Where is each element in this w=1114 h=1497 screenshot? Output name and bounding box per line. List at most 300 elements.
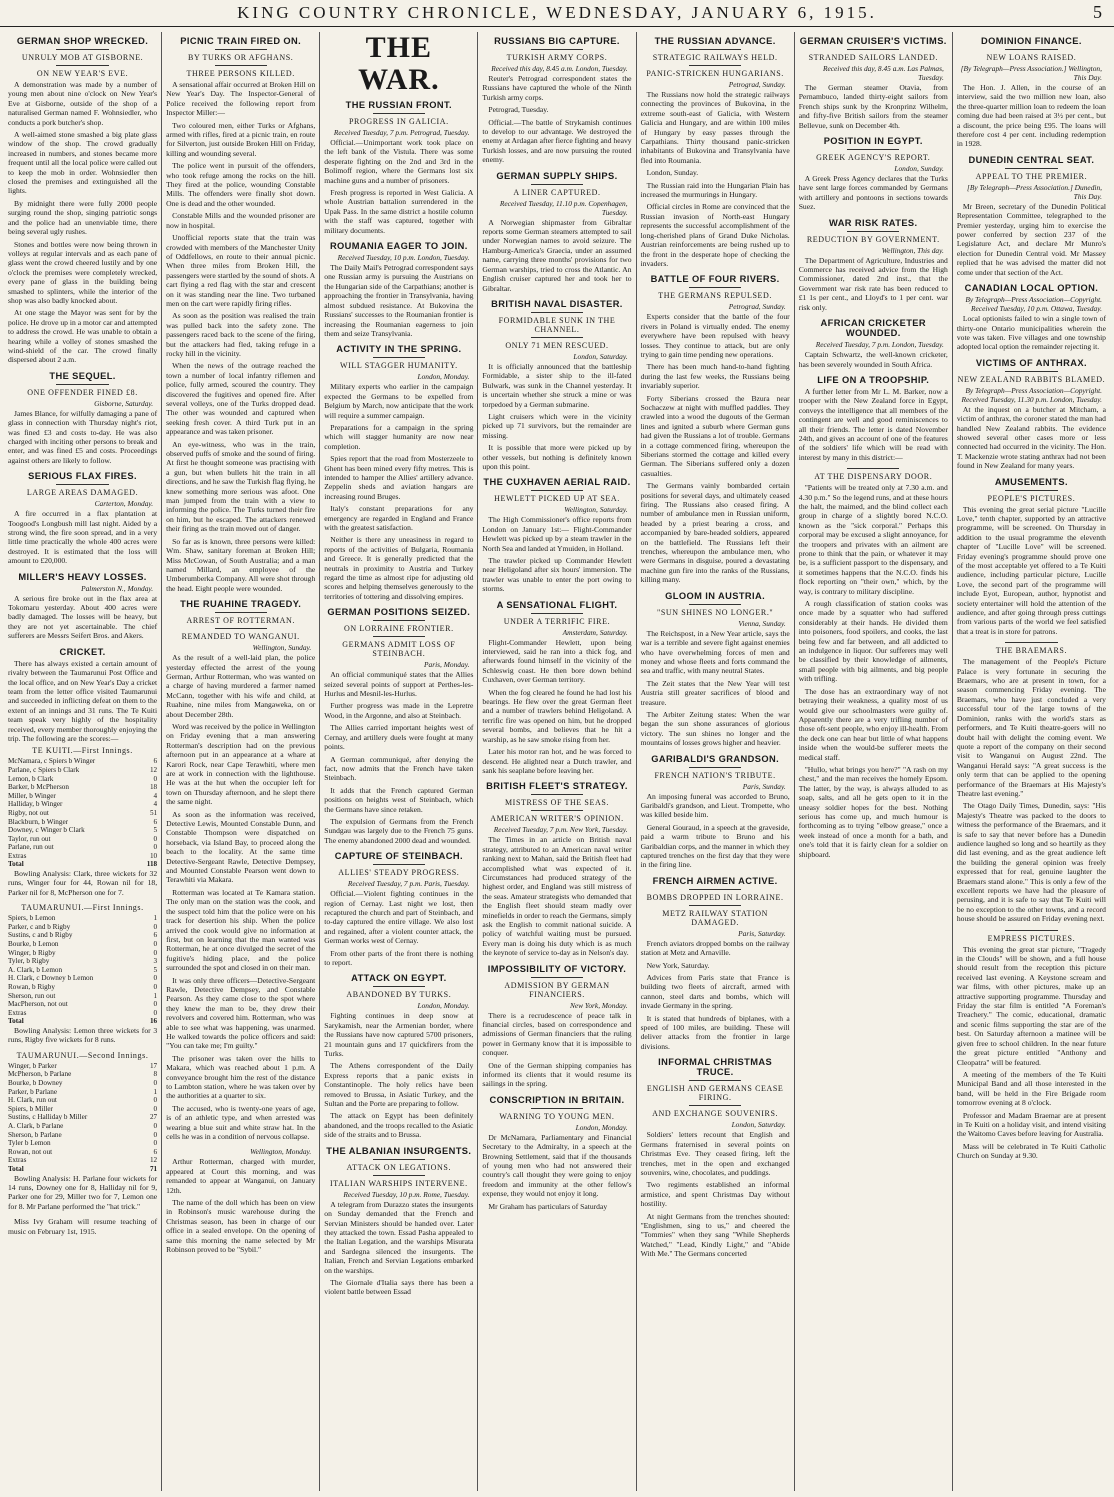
paragraph: The prisoner was taken over the hills to Makara, which was reached about 1 p.m. A conveyance brought him the rest of the distance to Lambton station, where he was taken over by the authorities at a quarter to six. (166, 1053, 316, 1101)
divider-rule (847, 49, 899, 50)
scorecard-row (8, 1088, 157, 1097)
paragraph: The Times in an article on British naval strategy, attributed to an American naval writer ranking next to Mahan, said the British fleet had accomplished what was expected of it. Circumstances had produced strategy of the highest order, and England was still mistress of the seas. Amateur strategists who demanded that the English fleet should steam madly over minefields in order to reach the Germans, simply ask the English to commit national suicide. A policy of watchful waiting must be pursued. Every man is doing his duty which is as much the keynote of service to-day as in Nelson's day. (482, 835, 632, 958)
divider-rule (373, 636, 425, 637)
paragraph: When the news of the outrage reached the town a number of local infantry riflemen and police, fully armed, scoured the country. They discovered the fugitives and opened fire. After several volleys, one of the Turks dropped dead. The other was wounded and captured when seeking fresh cover. A third Turk put in an appearance and was taken prisoner. (166, 361, 316, 437)
scorecard-row (8, 1131, 157, 1140)
article (482, 299, 631, 471)
batsman-runs: 10 (149, 851, 158, 860)
paragraph: The attack on Egypt has been definitely abandoned, and the troops recalled to the Asiatic side of the straits and to Brussa. (324, 1111, 474, 1140)
paragraph: Mr Graham has particulars of Saturday (488, 1201, 608, 1211)
paragraph: "Patients will be treated only at 7.30 a.m. and 4.30 p.m." So the legend runs, and at these hours the halt, the maimed, and the blind collect each group in charge of a slightly bored N.C.O. known as the "sick corporal." Perhaps this corporal may be excused a slight annoyance, for the troopers and privates with an ailment are prone to think that the pain, or whatever it may be, is a sufficient passport to the dispensary, and it sometimes happens that the N.C.O. finds his flock reporting on "their own," which, by the way, is contrary to military discipline. (798, 483, 948, 596)
paragraph: Official.—Violent fighting continues in the region of Cernay. Last night we lost, then recaptured the church and part of Steinbach, and to-day captured the entire village. We also lost and regained, after a violent counter attack, the German works west of Cernay. (324, 889, 474, 946)
scorecard-row (8, 1113, 157, 1122)
batsman-runs: 18 (149, 783, 158, 792)
headline: CAPTURE OF STEINBACH. (334, 851, 463, 862)
dateline: Wellington, Saturday. (564, 505, 628, 515)
subheadline: A LINER CAPTURED. (513, 187, 601, 197)
divider-rule (531, 613, 583, 614)
batsman-name: Sherson, b Parlane (8, 1130, 62, 1139)
subheadline: FORMIDABLE SUNK IN THE CHANNEL. (498, 315, 616, 334)
divider-rule (373, 1159, 425, 1160)
paragraph: Arthur Rotterman, charged with murder, appeared at Court this morning, and was remanded to appear at Wanganui, on January 12th. (166, 1157, 316, 1195)
batsman-name: Rigby, not out (8, 808, 49, 817)
article (957, 155, 1106, 277)
article (641, 1057, 790, 1258)
paragraph: Light cruisers which were in the vicinity picked up 71 survivors, but the remainder are missing. (482, 411, 632, 440)
scorecard-total-row (8, 1017, 157, 1026)
headline: AMUSEMENTS. (994, 476, 1068, 487)
batsman-runs: 1 (153, 1087, 158, 1096)
subheadline: METZ RAILWAY STATION DAMAGED. (662, 908, 768, 927)
subheadline: STRATEGIC RAILWAYS HELD. (652, 53, 778, 62)
dateline: Received Tuesday, 7 p.m. Paris, Tuesday. (347, 879, 470, 889)
scorecard-table (8, 757, 157, 869)
subheadline: NEW LOANS RAISED. (986, 53, 1077, 62)
bowling-analysis: Bowling Analysis: H. Parlane four wickets for 14 runs, Downey one for 8, Halliday nil for 9, Parker one for 29, Miller two for 7, Lemon one for 8. Mr Parlane performed the "hat trick." (8, 1173, 158, 1211)
dateline: London, Monday. (417, 372, 470, 382)
divider-rule (689, 905, 741, 906)
paragraph: A sensational affair occurred at Broken Hill on New Year's Day. The Inspector-General of Police received the following report from Inspector Miller:— (166, 80, 316, 118)
batsman-runs: 1 (153, 991, 158, 1000)
subheadline: BY TURKS OR AFGHANS. (188, 53, 294, 62)
dateline: Received Tuesday, 10 p.m. Rome, Tuesday. (343, 1189, 470, 1199)
batsman-runs: 0 (153, 948, 158, 957)
paragraph: Fighting continues in deep snow at Sarykamish, near the Armenian border, where the Russians have now captured 5700 prisoners, 21 mountain guns and 17 quickfirers from the Turks. (324, 1011, 474, 1059)
divider-rule (689, 65, 741, 66)
paragraph: Preparations for a campaign in the spring which will stagger humanity are now near completion. (324, 422, 474, 451)
dateline: London, Monday. (575, 1122, 628, 1132)
paragraph: At night Germans from the trenches shouted: "Englishmen, sing to us," and cheered the "Tommies" when they sang "While Shepherds Watched," "Lead, Kindly Light," and "Abide With Me." The Germans concerted (640, 1211, 790, 1259)
article (8, 1217, 157, 1236)
scorecard-row (8, 914, 157, 923)
dateline: Received Tuesday, 7 p.m. New York, Tuesday. (493, 825, 628, 835)
batsman-runs: 12 (149, 765, 158, 774)
batsman-name: Winger, b Parker (8, 1061, 57, 1070)
dateline: Received this day, 8.45 a.m. London, Tuesday. (491, 64, 628, 73)
batsman-runs: 4 (153, 800, 158, 809)
article (799, 468, 948, 859)
batsman-name: Rowan, b Rigby (8, 983, 55, 992)
headline: CANADIAN LOCAL OPTION. (964, 283, 1099, 294)
headline: ROUMANIA EAGER TO JOIN. (329, 241, 468, 252)
paragraph: Advices from Paris state that France is building two fleets of aircraft, armed with cannon, steel darts and bombs, which will invade Germany in the spring. (640, 973, 790, 1011)
divider-rule (531, 1108, 583, 1109)
divider-rule (1005, 490, 1057, 491)
paragraph: At one stage the Mayor was sent for by the police. He drove up in a motor car and attempted to address the crowd. He was unable to obtain a hearing while a volley of stones smashed the wind-shield of the car. The crowd finally dispersed about 2 a.m. (8, 308, 158, 365)
headline: BRITISH FLEET'S STRATEGY. (486, 781, 628, 792)
divider-rule (531, 794, 583, 795)
scorecard-row (8, 1122, 157, 1131)
headline: GERMAN CRUISER'S VICTIMS. (799, 36, 947, 46)
headline: BATTLE OF FOUR RIVERS. (650, 274, 780, 285)
paragraph: Soldiers' letters recount that English and Germans fraternised in several points on Christmas Eve. They ceased firing, left the trenches, met in the open and exchanged souvenirs, wine, chocolates, and puddings. (640, 1130, 790, 1177)
batsman-name: Miller, b Winger (8, 791, 56, 800)
batsman-name: H. Clark, run out (8, 1096, 57, 1105)
subheadline: ARREST OF ROTTERMAN. (186, 616, 295, 626)
batsman-name: Extras (8, 1008, 27, 1017)
headline: GERMAN POSITIONS SEIZED. (327, 607, 471, 618)
column-container (4, 32, 1110, 1491)
batsman-runs: 0 (153, 1121, 158, 1130)
batsman-runs: 0 (153, 1008, 158, 1017)
bowling-analysis: Bowling Analysis: Clark, three wickets for 32 runs, Winger four for 44, Rowan nil for 18, Parker nil for 8, McPherson one for 7. (8, 869, 158, 897)
bowling-analysis: Bowling Analysis: Lemon three wickets for 3 runs, Rigby five wickets for 8 runs. (8, 1026, 158, 1045)
scorecard-row (8, 835, 157, 844)
paragraph: The dose has an extraordinary way of not betraying their weakness, a quality most of us would give our schoolmasters were guilty of. Apparently there are a very trifling number of those oft-sent people, who enjoy ill-health. From the deck one can hear but little of what happens inside when the would-be sufferer meets the medical staff. (798, 686, 948, 762)
divider-rule (847, 149, 899, 150)
scorecard-total-row (8, 1165, 157, 1174)
article (166, 36, 315, 593)
batsman-name: Downey, c Winger b Clark (8, 826, 85, 835)
batsman-runs: 5 (153, 826, 158, 835)
headline: GARIBALDI'S GRANDSON. (651, 753, 780, 764)
subheadline: "SUN SHINES NO LONGER." (656, 607, 774, 617)
total-label: Total (8, 860, 24, 869)
subheadline: ON NEW YEAR'S EVE. (36, 69, 129, 78)
paragraph: The Reichspost, in a New Year article, says the war is a terrible and severe fight against enemies who have overwhelming forces of men and money and whose fleets and forts command the sea and traffic, with many neutral States. (640, 628, 790, 676)
divider-rule (531, 810, 583, 811)
subheadline: AMERICAN WRITER'S OPINION. (490, 814, 624, 824)
subheadline: GERMANS ADMIT LOSS OF STEINBACH. (342, 640, 456, 659)
dateline: London, Monday. (417, 1001, 470, 1011)
divider-rule (56, 65, 108, 66)
scorecard-title: TE KUITI.—First Innings. (32, 746, 133, 756)
dateline: Received Tuesday, 7 p.m. London, Tuesday. (815, 340, 944, 350)
batsman-runs: 8 (153, 1070, 158, 1079)
dateline: [By Telegraph—Press Association.] Wellington, This Day. (960, 64, 1102, 82)
batsman-name: McNamara, c Spiers b Winger (8, 757, 96, 766)
scorecard-row (8, 783, 157, 792)
scorecard-row (8, 1105, 157, 1114)
paragraph: An imposing funeral was accorded to Bruno, Garibaldi's grandson, and Lieut. Trompette, who was killed beside him. (640, 791, 790, 820)
paragraph: London, Sunday. (646, 168, 699, 178)
divider-rule (1005, 168, 1057, 169)
batsman-name: Spiers, b Lemon (8, 914, 56, 923)
scorecard-row (8, 940, 157, 949)
paragraph: The High Commissioner's office reports from London on January 1st:— Flight-Commander Hewlett was picked up by a steam trawler in the North Sea and landed at Ymuiden, in Holland. (482, 515, 632, 553)
paragraph: Dr McNamara, Parliamentary and Financial Secretary to the Admiralty, in a speech at the Browning Settlement, said that if the thousands of young men who had not answered their country's call thought they were going to enjoy freedom and immunity at the other fellow's expense, they would not enjoy it long. (482, 1132, 632, 1199)
batsman-runs: 0 (153, 1104, 158, 1113)
dateline: Wellington, Monday. (250, 1147, 312, 1157)
divider-rule (531, 977, 583, 978)
batsman-name: Blackburn, b Winger (8, 817, 69, 826)
paragraph: Mass will be celebrated in Te Kuiti Catholic Church on Sunday at 9.30. (956, 1141, 1106, 1161)
paragraph: Petrograd, Tuesday. (488, 105, 549, 115)
batsman-name: Halliday, b Winger (8, 800, 63, 809)
paragraph: Military experts who earlier in the campaign expected the Germans to be expelled from Belgium by March, now anticipate that the work will require a summer campaign. (324, 382, 474, 420)
scorecard-row (8, 966, 157, 975)
scorecard-title: TAUMARUNUI.—Second Innings. (16, 1050, 149, 1060)
divider-rule (689, 49, 741, 50)
total-runs: 71 (149, 1164, 158, 1173)
paragraph: A serious fire broke out in the flax area at Tokomaru yesterday. About 400 acres were badly damaged. The losses will be heavy, but they are not yet ascertainable. The chief sufferers are Messrs Seifert Bros. and Akers. (8, 593, 158, 641)
scorecard-row (8, 1062, 157, 1071)
scorecard-row (8, 800, 157, 809)
headline: RUSSIANS BIG CAPTURE. (494, 36, 620, 46)
subheadline: PEOPLE'S PICTURES. (987, 493, 1076, 503)
dateline: Wellington, Sunday. (252, 643, 312, 653)
batsman-name: Parlane, c Spiers b Clark (8, 765, 80, 774)
subheadline: NEW ZEALAND RABBITS BLAMED. (957, 374, 1106, 384)
batsman-name: Parker, c and b Rigby (8, 922, 71, 931)
divider-rule (215, 612, 267, 613)
paragraph: The Department of Agriculture, Industries and Commerce has received advice from the High Commissioner, dated 2nd inst., that the Government war risk rate has been reduced to £1 1s per cent., and Lloyd's to 1 per cent. war risk only. (798, 255, 948, 312)
dateline: New York, Monday. (569, 1000, 628, 1010)
dateline: London, Saturday. (573, 351, 628, 361)
article (641, 591, 790, 748)
batsman-runs: 51 (149, 808, 158, 817)
divider-rule (215, 628, 267, 629)
paragraph: The Daily Mail's Petrograd correspondent says one Russian army is pursuing the Austrians on the Hungarian side of the Carpathians; another is approaching the frontier in Transylvania, having almost subdued resistance. At Bukovina the Russians' successes to the Roumanian frontier is increasing the Roumanian eagerness to join them and seize Transylvania. (324, 263, 474, 338)
paragraph: The Germans vainly bombarded certain positions for several days, and ultimately ceased firing. The Russians also ceased firing. A number of ambulance men in Russian uniform, headed by a priest bearing a cross, and accompanied by bare-headed soldiers, appeared on the battlefield. The Russians left their trenches, whereupon the ambulance men, who were Germans in disguise, poured a devastating machine gun fire into the ranks of the Russians, killing many. (640, 481, 790, 585)
column-1 (4, 32, 162, 1491)
scorecard-row (8, 931, 157, 940)
batsman-runs: 0 (153, 940, 158, 949)
headline: INFORMAL CHRISTMAS TRUCE. (658, 1057, 773, 1078)
batsman-runs: 0 (153, 983, 158, 992)
scorecard-row (8, 1096, 157, 1105)
total-runs: 16 (149, 1017, 158, 1026)
paragraph: Constable Mills and the wounded prisoner are now in hospital. (166, 211, 316, 230)
divider-rule (689, 604, 741, 605)
dateline: Palmerston N., Monday. (81, 583, 154, 593)
batsman-name: Rowan, not out (8, 1147, 53, 1156)
divider-rule (1005, 371, 1057, 372)
total-runs: 118 (146, 860, 158, 869)
article (641, 36, 790, 268)
headline: AFRICAN CRICKETER WOUNDED. (820, 318, 926, 339)
paragraph: So far as is known, three persons were killed: Wm. Shaw, sanitary foreman at Broken Hill; Miss McCowan, of South Australia; and a man named Millard, an employee of the Umberumberka Company. All were shot through the head. Eight people were wounded. (166, 536, 316, 593)
article (8, 647, 157, 898)
divider-rule (373, 986, 425, 987)
dateline: Vienna, Sunday. (738, 618, 786, 628)
article (957, 283, 1106, 352)
paragraph: The accused, who is twenty-one years of age, is of an athletic type, and when arrested was wearing a blue suit and white straw hat. In the cells he was in a condition of nervous collapse. (166, 1103, 316, 1142)
paragraph: A fire occurred in a flax plantation at Toogood's Longbush mill last night. Aided by a strong wind, the fire soon spread, and in a very little time practically the whole 400 acres were destroyed. It is estimated that the loss will amount to £20,000. (8, 509, 158, 566)
headline: IMPOSSIBILITY OF VICTORY. (487, 963, 627, 974)
headline: THE SEQUEL. (49, 370, 116, 381)
paragraph: Spies report that the road from Mosterzeele to Ghent has been mined every fifty metres. This is intended to hamper the Allies' artillery advance. Zeppelin sheds and aviation hangars are increasing round Bruges. (324, 454, 474, 501)
divider-rule (531, 312, 583, 313)
batsman-name: A. Clark, b Lemon (8, 965, 63, 974)
subheadline: ONLY 71 MEN RESCUED. (505, 340, 609, 350)
article (482, 1095, 631, 1211)
paragraph: A demonstration was made by a number of young men about nine o'clock on New Year's Eve at Gisborne, outside of the shop of a naturalised German named F. Wohnsiedler, who conducts a pork butcher's shop. (8, 80, 158, 127)
page-number: 5 (1093, 2, 1102, 22)
article (641, 876, 790, 1051)
headline: PICNIC TRAIN FIRED ON. (180, 36, 302, 46)
subheadline: AT THE DISPENSARY DOOR. (814, 472, 933, 482)
paragraph: French aviators dropped bombs on the railway station at Metz and Arnaville. (640, 938, 790, 958)
batsman-runs: 12 (149, 1156, 158, 1165)
headline: LIFE ON A TROOPSHIP. (817, 374, 930, 385)
masthead (0, 0, 1114, 27)
paragraph: The management of the People's Picture Palace is very fortunate in securing the Braemars, who are at present in town, for a season commencing Friday evening. The Braemars, who have just concluded a very successful tour of the large towns of the Dominion, ranks with the world's stars as performers, and Te Kuiti theatre-goers will no doubt hail with delight the coming event. We quote a report of the company on their second visit to Wanganui on August 22nd. The Wanganui Herald says: "A great success is the only term that can be applied to the opening performance of the Braemars at His Majesty's Theatre last evening." (956, 657, 1106, 798)
total-label: Total (8, 1164, 24, 1173)
article (482, 36, 631, 165)
dateline: [By Telegraph—Press Association.] Dunedin, This Day. (966, 182, 1102, 201)
headline: A SENSATIONAL FLIGHT. (496, 599, 618, 610)
batsman-name: Taylor, run out (8, 834, 51, 843)
batsman-runs: 5 (153, 965, 158, 974)
batsman-runs: 0 (153, 1079, 158, 1087)
article (957, 930, 1106, 1161)
scorecard-row (8, 1000, 157, 1009)
subheadline: THE BRAEMARS. (995, 646, 1068, 656)
scorecard-table (8, 914, 157, 1026)
article (166, 599, 315, 1141)
paragraph: One of the German shipping companies has informed its clients that it would resume its sailings in the spring. (482, 1060, 632, 1089)
subheadline: FRENCH NATION'S TRIBUTE. (654, 770, 776, 780)
batsman-runs: 17 (149, 1061, 158, 1070)
paragraph: From other parts of the front there is nothing to report. (324, 948, 474, 967)
divider-rule (373, 620, 425, 621)
batsman-runs: 3 (153, 957, 158, 966)
paragraph: Two coloured men, either Turks or Afghans, armed with rifles, fired at a picnic train, en route for Silverton, just outside Broken Hill on Friday, killing and wounding several. (166, 120, 316, 158)
dateline: Carterton, Monday. (94, 499, 154, 509)
paragraph: Fresh progress is reported in West Galicia. A whole Austrian battalion surrendered in the Upak Pass. In the same district a hostile column with the staff was captured, together with military documents. (324, 188, 474, 235)
paragraph: A Norwegian shipmaster from Gibraltar reports some German steamers attempted to sail under Norwegian names to avoid seizure. The Hamburg-America's Graecia, under an assumed name, carrying three months' provisions for two German warships, tried to cross the Atlantic. An English cruiser captured her and took her to Gibraltar. (482, 217, 632, 293)
scorecard-table (8, 1062, 157, 1174)
scorecard-row (8, 923, 157, 932)
scorecard-row (8, 818, 157, 827)
scorecard-row (8, 992, 157, 1001)
subheadline: ALLIES' STEADY PROGRESS. (338, 868, 460, 878)
paragraph: A Greek Press Agency declares that the Turks have sent large forces commanded by Germans with artillery and pontoons in sections towards Suez. (798, 174, 948, 212)
divider-rule (373, 357, 425, 358)
divider-rule (689, 1105, 741, 1106)
divider-rule (1005, 642, 1057, 643)
paragraph: There has always existed a certain amount of rivalry between the Taumarunui Post Office and the local office, and on New Year's Day a cricket team from the letter office visited Taumarunui and succeeded in inflicting defeat on them to the extent of an innings and 31 runs. The Te Kuiti team speak very highly of the hospitality received, every member thoroughly enjoying the trip. The following are the scores:— (8, 658, 158, 743)
paragraph: The Zeit states that the New Year will test Austria still greater sacrifices of blood and treasure. (640, 678, 790, 707)
batsman-name: Parker, b Parlane (8, 1087, 58, 1096)
section-title: THE WAR. (358, 32, 440, 96)
article (8, 572, 157, 641)
paragraph: A further letter from Mr L. M. Barker, now a trooper with the New Zealand force in Egypt, conveys the intelligence that all members of the contingent are well and good reminiscences to all their friends. The letter is dated November 24th, and gives an account of one of the features of the soldiers' life which will be read with interest by many in this district:— (798, 386, 948, 462)
subheadline: GREEK AGENCY'S REPORT. (816, 153, 931, 163)
batsman-name: Bourke, b Downey (8, 1079, 63, 1087)
article (8, 36, 157, 365)
article (799, 375, 948, 462)
article (8, 471, 157, 565)
paragraph: Forty Siberians crossed the Bzura near Sochaczew at night with muffled paddles. They crawled into a wood the dugouts of the German lines and ignited a suburb where German guns had given the Russians a lot of trouble. Germans in a cottage commenced firing, whereupon the Siberians stormed the cottage and killed every German. The Siberians suffered only a dozen casualties. (640, 393, 790, 478)
batsman-name: MacPherson, not out (8, 1000, 68, 1009)
batsman-runs: 6 (153, 757, 158, 766)
paragraph: Reuter's Petrograd correspondent states the Russians have captured the whole of the Ninth Turkish army corps. (482, 74, 632, 102)
subheadline: WILL STAGGER HUMANITY. (340, 361, 458, 371)
subheadline: ITALIAN WARSHIPS INTERVENE. (330, 1178, 468, 1188)
scorecard-row (8, 1009, 157, 1018)
subheadline: ADMISSION BY GERMAN FINANCIERS. (504, 980, 610, 999)
article (482, 781, 631, 957)
batsman-name: Tyler b Lemon (8, 1139, 51, 1148)
headline: GERMAN SUPPLY SHIPS. (496, 170, 618, 181)
batsman-runs: 6 (153, 1147, 158, 1156)
dateline: Paris, Monday. (424, 660, 470, 670)
headline: THE RUAHINE TRAGEDY. (180, 599, 302, 610)
headline: THE CUXHAVEN AERIAL RAID. (483, 477, 631, 488)
paragraph: Captain Schwartz, the well-known cricketer, has been severely wounded in South Africa. (798, 350, 948, 369)
paragraph: James Blance, for wilfully damaging a pane of glass in connection with Thursday night's riot, was fined £3 and costs to-day. He was also charged with inciting other persons to break and enter, and was fined £5 and costs. Proceedings against others are likely to follow. (8, 408, 158, 465)
headline: CRICKET. (59, 646, 106, 657)
paragraph: The Arbiter Zeitung states: When the war began the sun shone assurances of glorious victory. The sun shines no longer and the mountains of losses grows higher and heavier. (640, 709, 790, 748)
subheadline: PANIC-STRICKEN HUNGARIANS. (646, 69, 784, 78)
paragraph: As the result of a well-laid plan, the police yesterday effected the arrest of the young German, Arthur Rotterman, who was wanted on a charge of having murdered a farmer named McCann, together with his wife and child, at Ruahine, nine miles from Mangaweka, on or about December 28th. (166, 653, 316, 719)
article (324, 607, 473, 845)
divider-rule (373, 864, 425, 865)
article (166, 1147, 315, 1254)
batsman-runs: 0 (153, 1000, 158, 1009)
divider-rule (531, 184, 583, 185)
headline: FRENCH AIRMEN ACTIVE. (652, 875, 778, 886)
paragraph: The Hon. J. Allen, in the course of an interview, said the two million new loan, also the three-quarter million loan to redeem the loan coming due had been raised at 3½ per cent., but a discount, the price being £95. The loans will therefore cost 4 per cent. including redemption in 1928. (956, 83, 1106, 149)
paragraph: The Allies carried important heights west of Cernay, and artillery duels were fought at many points. (324, 723, 474, 752)
batsman-runs: 1 (153, 914, 158, 923)
subheadline: REDUCTION BY GOVERNMENT. (806, 234, 940, 244)
dateline: Petrograd, Sunday. (728, 302, 786, 312)
dateline: Received Tuesday, 7 p.m. Petrograd, Tuesday. (333, 128, 470, 137)
batsman-runs: 0 (153, 922, 158, 931)
article (324, 344, 473, 601)
batsman-name: Extras (8, 851, 27, 860)
paragraph: The trawler picked up Commander Hewlett near Heligoland after six hours' immersion. The trawler was unable to enter the port owing to storms. (482, 556, 632, 594)
paragraph: General Gouraud, in a speech at the graveside, paid a warm tribute to Bruno and his Garibaldian corps, and the manner in which they captured trenches on the first day that they were in the firing line. (640, 822, 790, 870)
article (641, 754, 790, 870)
batsman-name: McPherson, b Parlane (8, 1070, 72, 1079)
subheadline: BOMBS DROPPED IN LORRAINE. (646, 892, 784, 902)
scorecard-row (8, 1139, 157, 1148)
batsman-name: Spiers, b Miller (8, 1104, 53, 1113)
paragraph: The Russians now hold the strategic railways connecting the provinces of Bukovina, in the extreme south-east of Galicia, with Western Galicia and Hungary, and are within 100 miles of Hungary by easy passes through the Carpathians. Thirty thousand panic-stricken inhabitants of Bukovina and Transylvania have fled into Roumania. (640, 90, 790, 165)
divider-rule (531, 49, 583, 50)
batsman-runs: 0 (153, 834, 158, 843)
paragraph: Stones and bottles were now being thrown in volleys at regular intervals and as each pane of glass went the crowd cheered lustily and by one o'clock the premises were completely wrecked, every pane of glass in the building being smashed to splinters, while the interior of the shop was also badly knocked about. (8, 239, 158, 305)
paragraph: Official circles in Rome are convinced that the Russian invasion of North-east Hungary represents the successful accomplishment of the long-cherished plans of Grand Duke Nicholas. Austrian reinforcements are being rushed up to the front in the desperate hope of checking the invaders. (640, 202, 790, 268)
paragraph: Unofficial reports state that the train was crowded with members of the Manchester Unity of Oddfellows, en route to their annual picnic. When three miles from Broken Hill, the passengers were startled by the sound of shots. A cart flying a red flag with the star and crescent on it was standing near the line. Two turbaned men on the cart were rapidly firing rifles. (166, 233, 316, 308)
batsman-runs: 0 (153, 774, 158, 783)
article (799, 218, 948, 312)
paragraph: A meeting of the members of the Te Kuiti Municipal Band and all those interested in the band, will be held in the Fire Brigade room tomorrow evening at 8 o'clock. (956, 1069, 1106, 1108)
divider-rule (373, 113, 425, 114)
paragraph: Professor and Madam Braemar are at present in Te Kuiti on a holiday visit, and intend visiting the Waitomo Caves before leaving for Australia. (956, 1110, 1106, 1139)
article (799, 36, 948, 130)
total-label: Total (8, 1017, 24, 1026)
divider-rule (1005, 49, 1057, 50)
headline: GERMAN SHOP WRECKED. (16, 36, 149, 46)
paragraph: This evening the great star picture, "Tragedy in the Clouds" will be shown, and a full house should result from the reception this picture received last evening. A Keystone scream and war films, with other pictures, make up an attractive supporting programme. Thursday and Friday the star film is entitled "A Foreman's Treachery." The comic, educational, dramatic and scenic films supporting the star are of the best. On Saturday afternoon a matinee will be given free to school children. In the near future the great picture entitled "Anthony and Cleopatra" will be featured. (956, 944, 1106, 1067)
paragraph: The police went in pursuit of the offenders, who took refuge among the rocks on the hill. They fired at the police, wounding Constable Mills. The offenders were finally shot down. One is dead and the other wounded. (166, 161, 316, 208)
subheadline: ABANDONED BY TURKS. (346, 990, 452, 1000)
dateline: Paris, Sunday. (742, 781, 786, 791)
scorecard-row (8, 983, 157, 992)
batsman-runs: 0 (153, 974, 158, 983)
batsman-name: H. Clark, c Downey b Lemon (8, 974, 94, 983)
batsman-runs: 0 (153, 1096, 158, 1105)
subheadline: REMANDED TO WANGANUI. (181, 632, 300, 642)
batsman-name: Parlane, run out (8, 843, 54, 852)
divider-rule (531, 490, 583, 491)
dateline: Received Tuesday, 11.10 p.m. Copenhagen, Tuesday. (499, 198, 628, 217)
scorecard-row (8, 757, 157, 766)
dateline: Received this day, 8.45 a.m. Las Palmas, Tuesday. (822, 64, 944, 82)
paragraph: The name of the doll which has been on view in Robinson's music warehouse during the Christmas season, has been in charge of our office in a sealed envelope. On the opening of same this morning the name selected by Mr Robinson proved to be "Sybil." (166, 1198, 316, 1255)
subheadline: EMPRESS PICTURES. (987, 933, 1076, 943)
paragraph: By midnight there were fully 2000 people surging round the shop, singing patriotic songs and the police had an unenviable time, there being several ugly rushes. (8, 198, 158, 237)
scorecard-row (8, 1148, 157, 1157)
paragraph: Rotterman was located at Te Kamara station. The only man on the station was the cook, and the suspect told him that the police were on his track for desertion his ship. When the police arrived the cook would give no information at first, but on learning that the man wanted was Rotterman, he at once divulged the secret of the fugitive's hiding place, and the police surrounded the spot and closed in on their man. (166, 887, 316, 973)
headline: GLOOM IN AUSTRIA. (665, 590, 766, 601)
paragraph: A rough classification of station cooks was once made by a squatter who had suffered considerably at their hands. He divided them into poisoners, food spoilers, and cooks, the last being few and far between, and all addicted to an indulgence in liquor. Our sufferers may well be classified by their knowledge of ailments, small people with big ailments, and big people with trifling. (798, 599, 948, 684)
